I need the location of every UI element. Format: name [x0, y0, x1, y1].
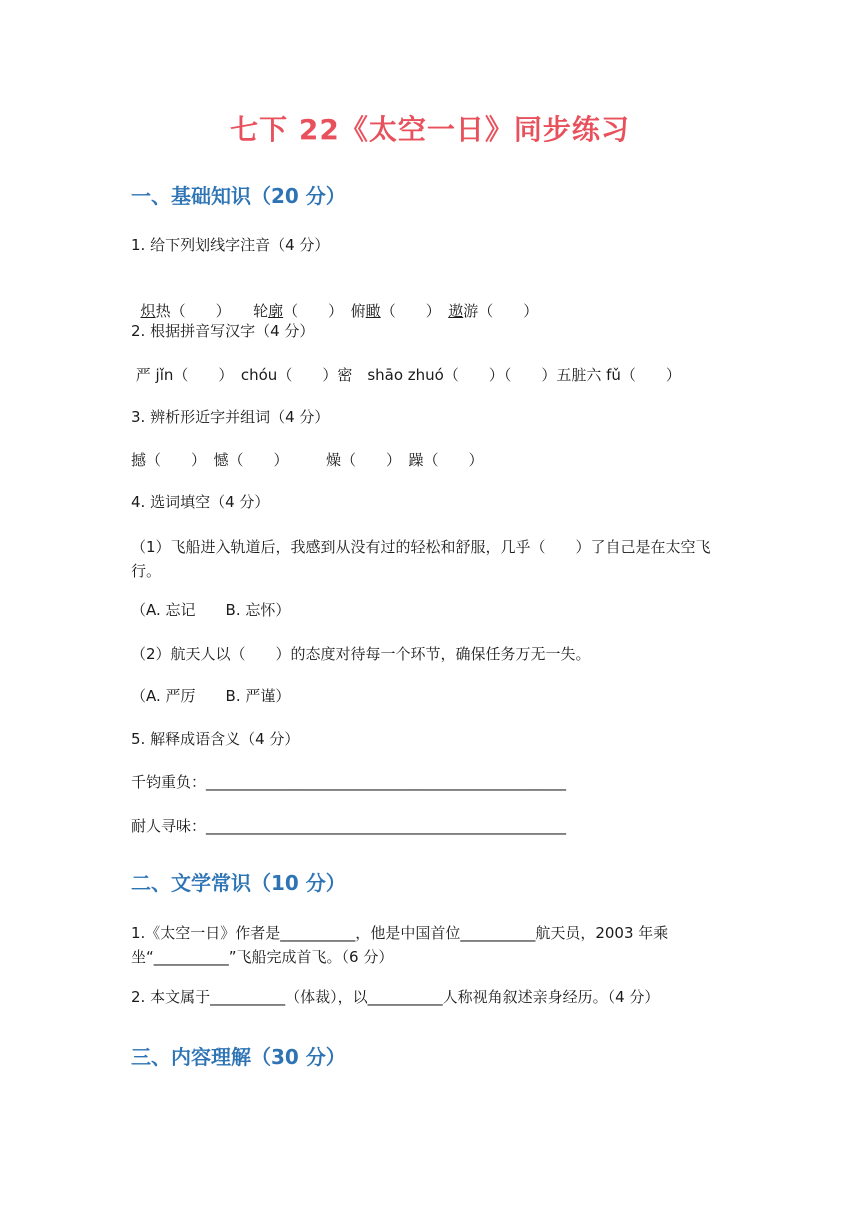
idiom-1-answer-line: 千钧重负：________________________________________________ [131, 773, 567, 791]
pinyin-item-4: 遨游（ ） [448, 302, 539, 320]
section-heading-basics: 一、基础知识（20 分） [131, 184, 346, 208]
question-5-heading: 5. 解释成语含义（4 分） [131, 730, 300, 748]
question-4-part-2: （2）航天人以（ ）的态度对待每一个环节，确保任务万无一失。 [131, 645, 591, 663]
idiom-2-answer-line: 耐人寻味：________________________________________________ [131, 817, 567, 835]
question-1-items [131, 278, 538, 322]
question-2-line: 严 jǐn（ ） chóu（ ）密 shāo zhuó（ ）（ ）五脏六 fǔ（ ） [131, 366, 681, 384]
pinyin-item-2: 轮廓（ ） [253, 302, 336, 320]
pinyin-item-1: 炽热（ ） [140, 302, 224, 320]
literature-question-2: 2. 本文属于__________（体裁），以__________人称视角叙述亲身经历。（4 分） [131, 988, 660, 1006]
question-4-heading: 4. 选词填空（4 分） [131, 493, 270, 511]
question-4-part-1: （1）飞船进入轨道后，我感到从没有过的轻松和舒服，几乎（ ）了自己是在太空飞行。 [131, 538, 711, 580]
section-heading-comprehension: 三、内容理解（30 分） [131, 1045, 346, 1069]
question-3-line: 撼（ ） 憾（ ） 燥（ ） 躁（ ） [131, 451, 484, 469]
question-2-heading: 2. 根据拼音写汉字（4 分） [131, 322, 315, 340]
question-4-options-2: （A. 严厉 B. 严谨） [131, 687, 291, 705]
question-1-heading: 1. 给下列划线字注音（4 分） [131, 236, 330, 254]
section-heading-literature: 二、文学常识（10 分） [131, 871, 346, 895]
literature-question-1: 1.《太空一日》作者是__________，他是中国首位__________航天员，2003 年乘坐“__________”飞船完成首飞。（6 分） [131, 924, 669, 966]
question-3-heading: 3. 辨析形近字并组词（4 分） [131, 408, 330, 426]
question-4-options-1: （A. 忘记 B. 忘怀） [131, 601, 291, 619]
pinyin-item-3: 俯瞰（ ） [350, 302, 434, 320]
page-title: 七下 22《太空一日》同步练习 [230, 113, 630, 146]
